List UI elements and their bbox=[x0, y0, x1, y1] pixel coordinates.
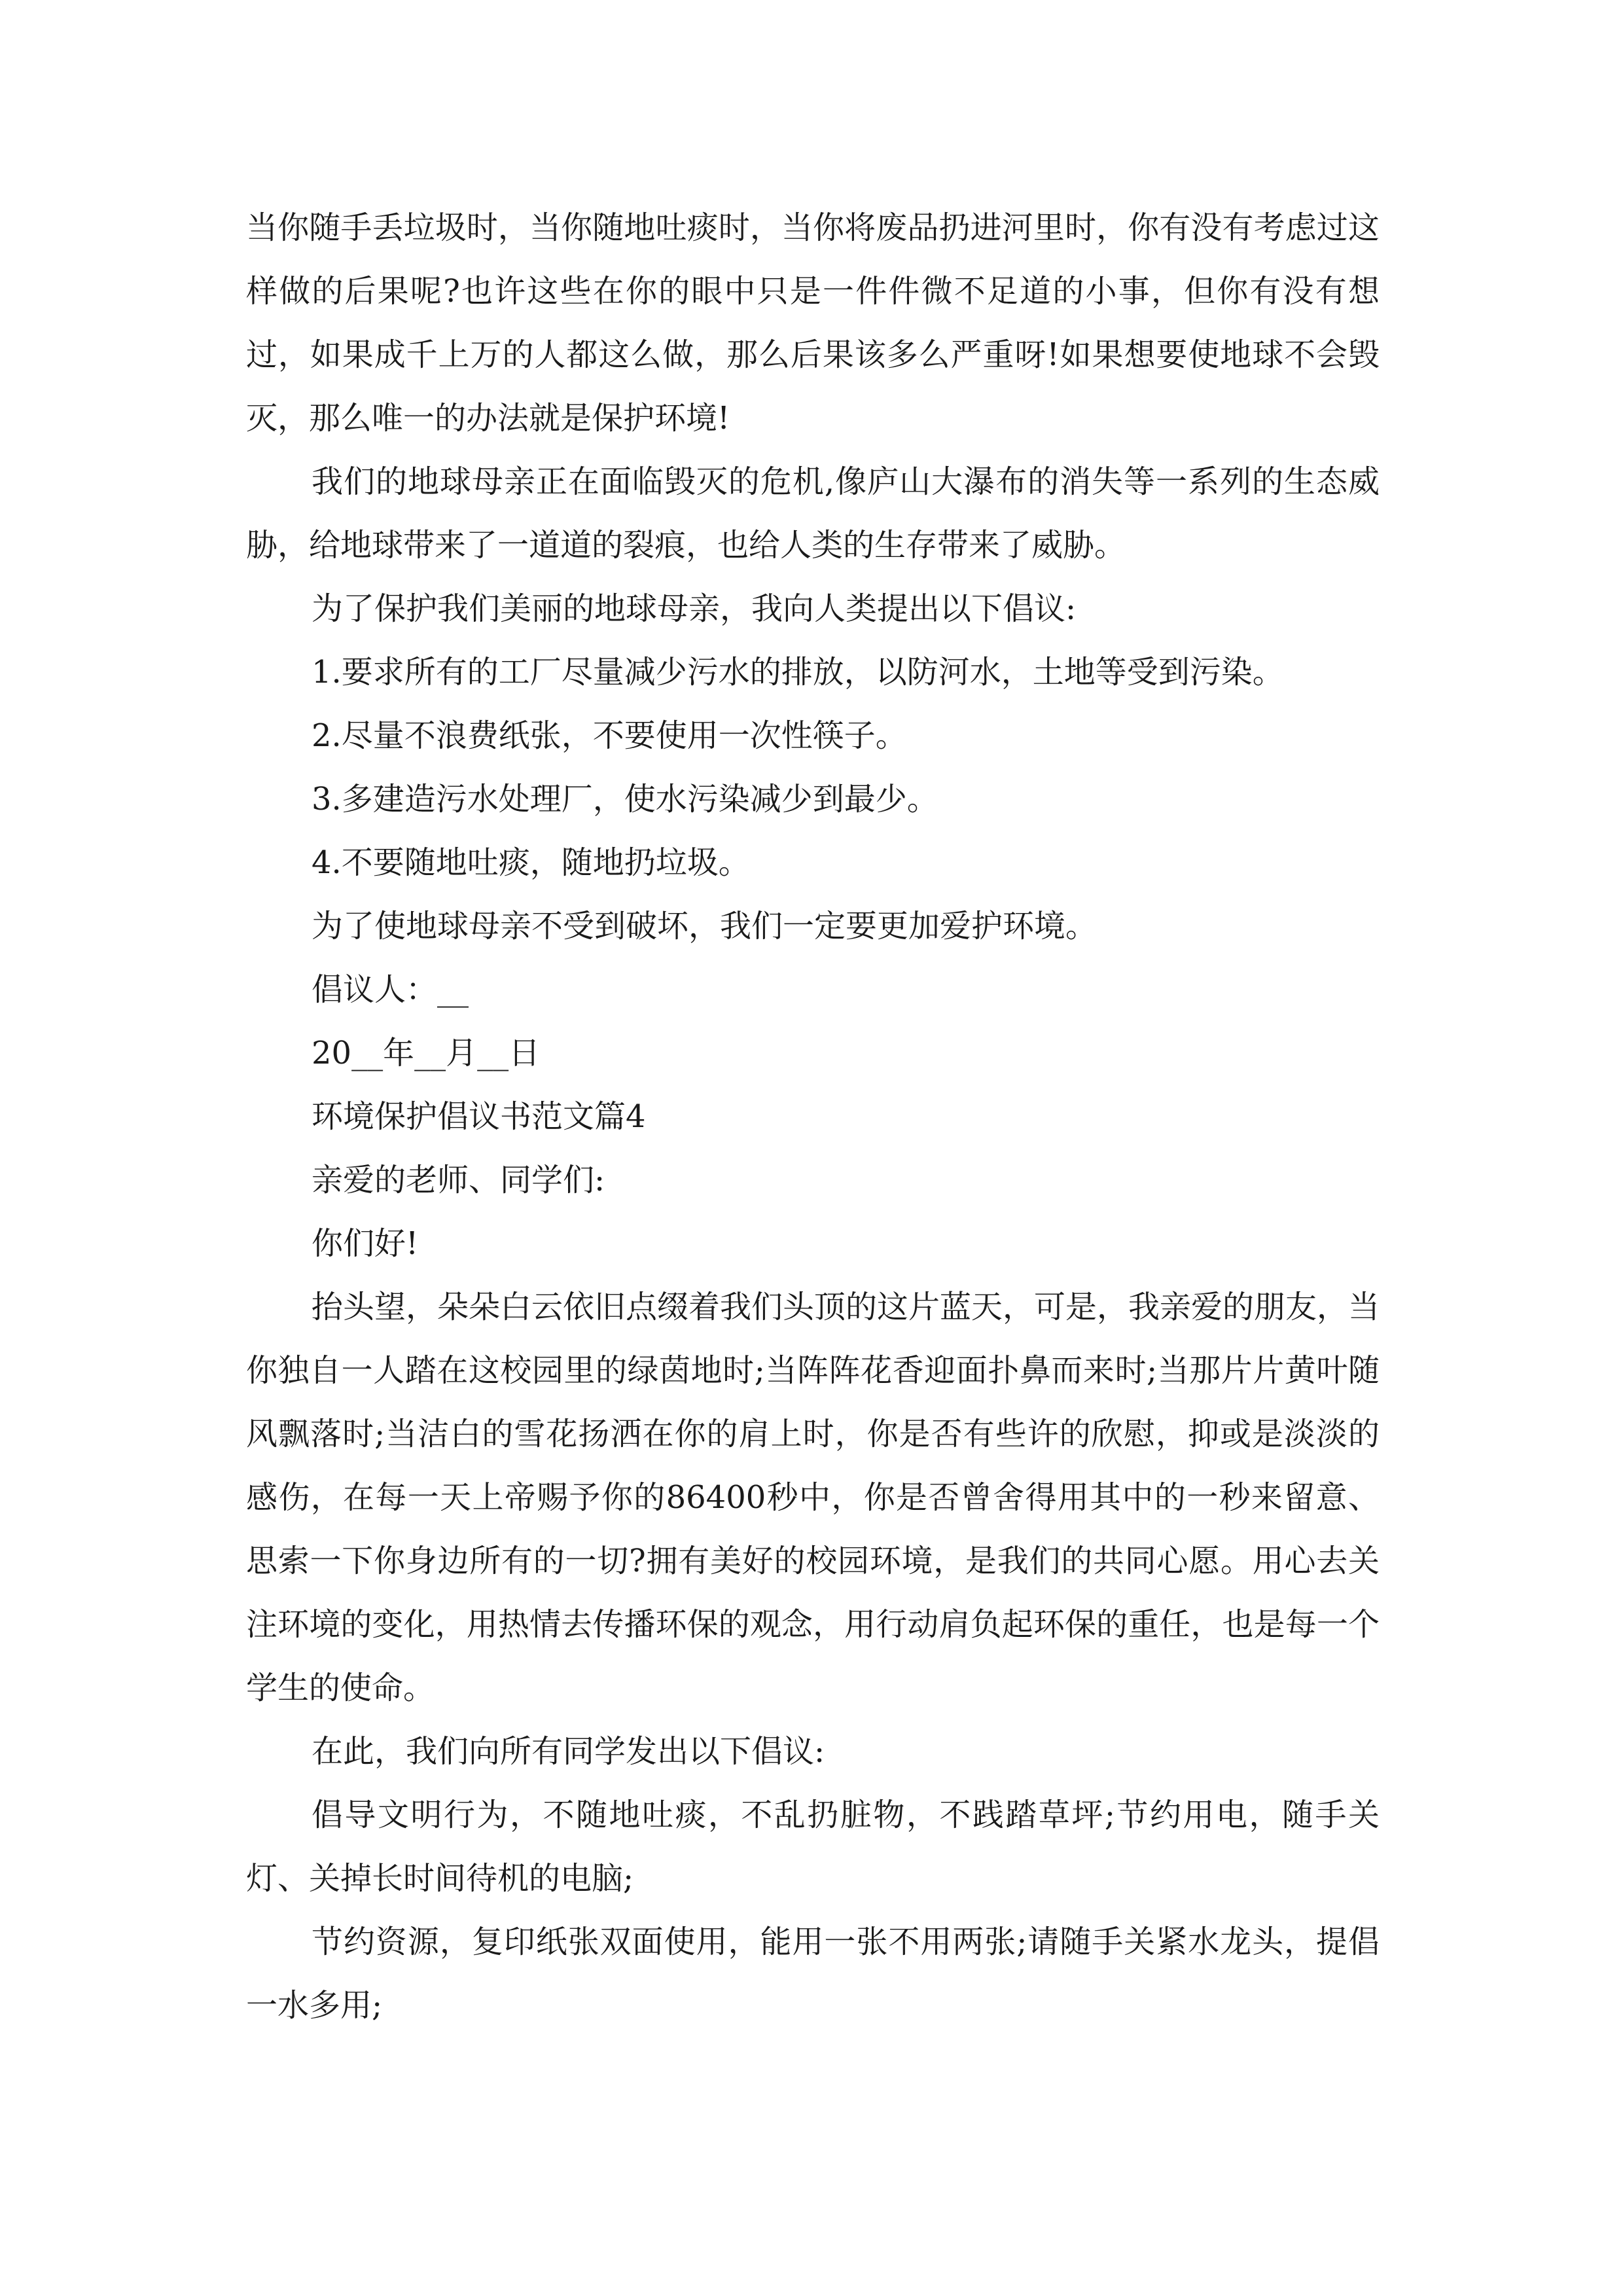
paragraph-14: 抬头望，朵朵白云依旧点缀着我们头顶的这片蓝天，可是，我亲爱的朋友，当你独自一人踏在这校园里的绿茵地时;当阵阵花香迎面扑鼻而来时;当那片片黄叶随风飘落时;当洁白的雪花扬洒在你的肩上时，你是否有些许的欣慰，抑或是淡淡的感伤，在每一天上帝赐予你的86400秒中，你是否曾舍得用其中的一秒来留意、思索一下你身边所有的一切?拥有美好的校园环境，是我们的共同心愿。用心去关注环境的变化，用热情去传播环保的观念，用行动肩负起环保的重任，也是每一个学生的使命。 bbox=[246, 1289, 1380, 1706]
list-item-3: 3.多建造污水处理厂，使水污染减少到最少。 bbox=[312, 781, 938, 817]
paragraph-3: 为了保护我们美丽的地球母亲，我向人类提出以下倡议: bbox=[312, 590, 1077, 627]
date-line: 20__年__月__日 bbox=[312, 1035, 541, 1071]
list-item-1: 1.要求所有的工厂尽量减少污水的排放，以防河水，土地等受到污染。 bbox=[312, 654, 1284, 691]
section-title: 环境保护倡议书范文篇4 bbox=[312, 1098, 646, 1135]
list-item-2: 2.尽量不浪费纸张，不要使用一次性筷子。 bbox=[312, 717, 907, 754]
signer-line: 倡议人：__ bbox=[312, 971, 469, 1008]
salutation: 亲爱的老师、同学们: bbox=[312, 1162, 605, 1198]
greeting: 你们好! bbox=[312, 1225, 419, 1262]
paragraph-2: 我们的地球母亲正在面临毁灭的危机,像庐山大瀑布的消失等一系列的生态威胁，给地球带来了一道道的裂痕，也给人类的生存带来了威胁。 bbox=[246, 463, 1380, 564]
paragraph-15: 在此，我们向所有同学发出以下倡议: bbox=[312, 1733, 825, 1770]
paragraph-1: 当你随手丢垃圾时，当你随地吐痰时，当你将废品扔进河里时，你有没有考虑过这样做的后果呢?也许这些在你的眼中只是一件件微不足道的小事，但你有没有想过，如果成千上万的人都这么做，那么后果该多么严重呀!如果想要使地球不会毁灭，那么唯一的办法就是保护环境! bbox=[246, 209, 1380, 437]
paragraph-17: 节约资源，复印纸张双面使用，能用一张不用两张;请随手关紧水龙头，提倡一水多用; bbox=[246, 1924, 1380, 2024]
closing-line: 为了使地球母亲不受到破坏，我们一定要更加爱护环境。 bbox=[312, 908, 1097, 944]
paragraph-16: 倡导文明行为，不随地吐痰，不乱扔脏物，不践踏草坪;节约用电，随手关灯、关掉长时间待机的电脑; bbox=[246, 1797, 1380, 1897]
list-item-4: 4.不要随地吐痰，随地扔垃圾。 bbox=[312, 844, 750, 881]
document-body bbox=[246, 196, 1380, 2037]
